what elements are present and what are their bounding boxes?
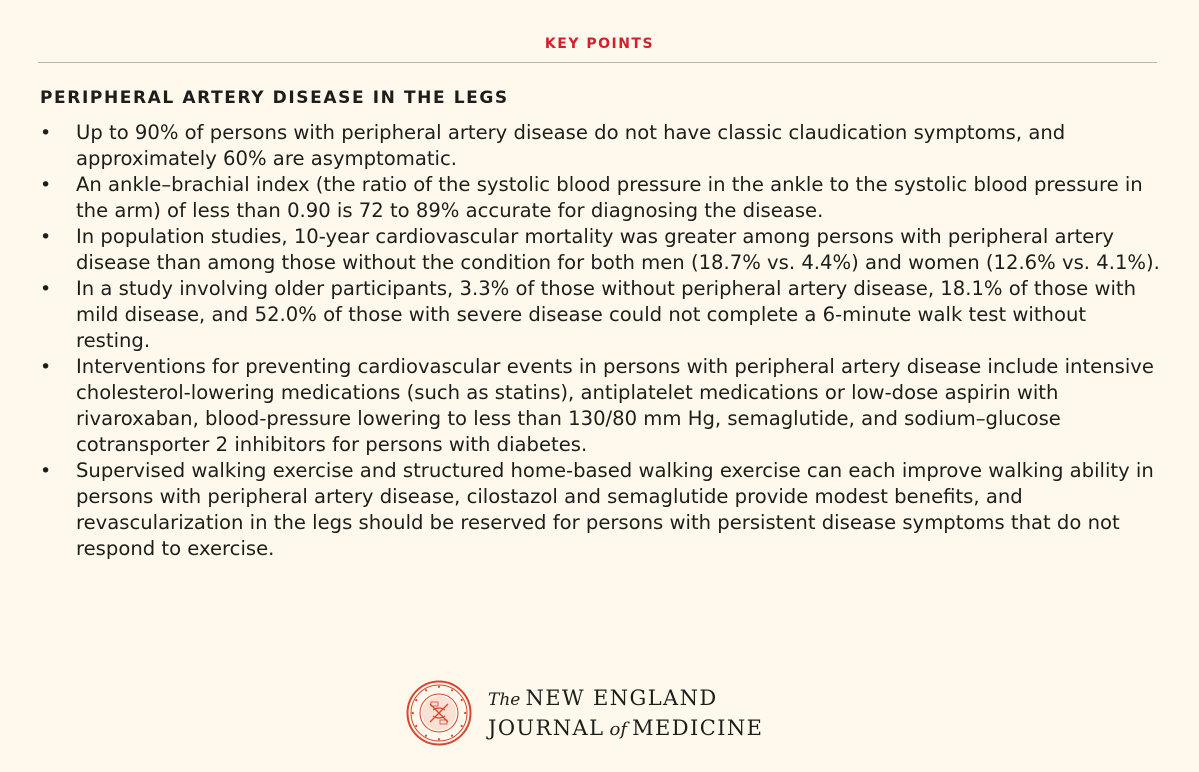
wordmark-line-1 — [488, 684, 763, 714]
key-point-text: In population studies, 10-year cardiovascular mortality was greater among persons with peripheral artery disease than among those without the condition for both men (18.7% vs. 4.4%) and women (12.6% vs. 4.1%). — [76, 225, 1160, 274]
wordmark-medicine: MEDICINE — [632, 716, 764, 740]
bullet-icon: • — [40, 122, 52, 144]
key-points-label: KEY POINTS — [544, 36, 655, 52]
key-point-item — [40, 224, 1160, 276]
key-point-item — [40, 276, 1160, 354]
key-points-list — [40, 120, 1160, 562]
key-point-text: In a study involving older participants, 3.3% of those without peripheral artery disease, 18.1% of those with mild disease, and 52.0% of those with severe disease could not complete a 6-minute walk test without resting. — [76, 277, 1137, 352]
wordmark-line-2 — [488, 714, 763, 744]
key-point-item — [40, 172, 1160, 224]
key-point-item — [40, 458, 1160, 562]
journal-logo — [406, 680, 826, 750]
bullet-icon: • — [40, 460, 52, 482]
journal-wordmark — [488, 684, 763, 744]
key-point-text: An ankle–brachial index (the ratio of the systolic blood pressure in the ankle to the systolic blood pressure in the arm) of less than 0.90 is 72 to 89% accurate for diagnosing the disease. — [76, 173, 1143, 222]
key-point-item — [40, 354, 1160, 458]
wordmark-new-england: NEW ENGLAND — [525, 686, 718, 710]
bullet-icon: • — [40, 278, 52, 300]
wordmark-the: The — [488, 690, 521, 710]
key-point-text: Interventions for preventing cardiovascular events in persons with peripheral artery disease include intensive cholesterol-lowering medications (such as statins), antiplatelet medications or low-dose aspirin with rivaroxaban, blood-pressure lowering to less than 130/80 mm Hg, semaglutide, and sodium–glucose cotransporter 2 inhibitors for persons with diabetes. — [76, 355, 1154, 456]
header-divider — [38, 62, 1157, 63]
key-point-text: Up to 90% of persons with peripheral artery disease do not have classic claudication symptoms, and approximately 60% are asymptomatic. — [76, 121, 1066, 170]
wordmark-of: of — [609, 719, 628, 740]
bullet-icon: • — [40, 174, 52, 196]
journal-seal-icon — [406, 680, 472, 746]
bullet-icon: • — [40, 356, 52, 378]
section-title: PERIPHERAL ARTERY DISEASE IN THE LEGS — [40, 88, 509, 108]
key-point-item — [40, 120, 1160, 172]
bullet-icon: • — [40, 226, 52, 248]
key-point-text: Supervised walking exercise and structured home-based walking exercise can each improve walking ability in persons with peripheral artery disease, cilostazol and semaglutide provide modest benefits, and revascularization in the legs should be reserved for persons with persistent disease symptoms that do not respond to exercise. — [76, 459, 1154, 560]
wordmark-journal: JOURNAL — [488, 716, 605, 740]
